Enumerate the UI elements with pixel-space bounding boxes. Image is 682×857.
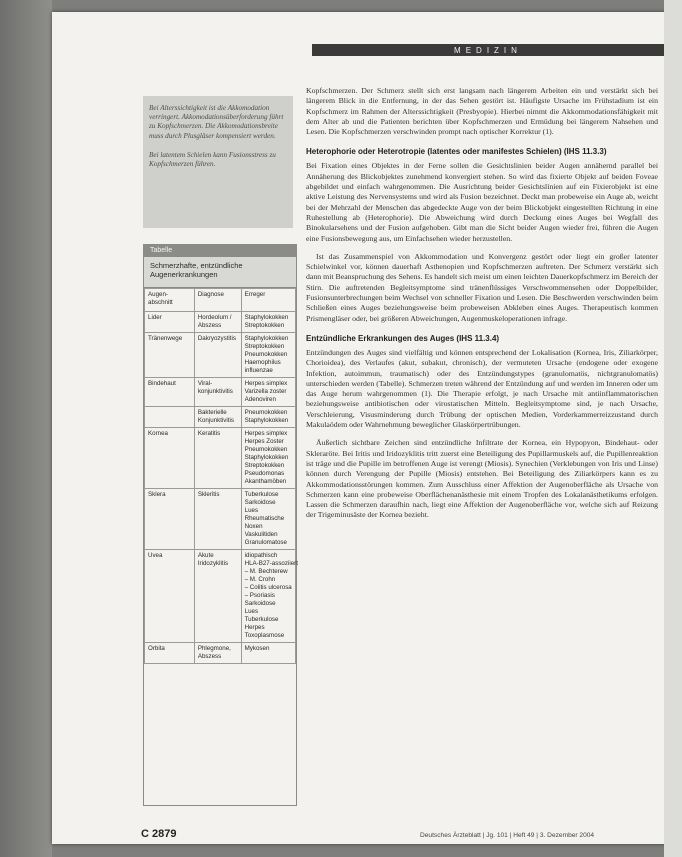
journal-citation: Deutsches Ärzteblatt | Jg. 101 | Heft 49 | 3. Dezember 2004 [420,832,595,839]
cell-section: Orbita [145,643,195,664]
table-label: Tabelle [144,245,296,257]
header-cell: Erreger [241,289,295,312]
pathogen-item: – Colitis ulcerosa [244,584,292,591]
pathogen-item: Sarkoidose [244,499,276,506]
pathogen-item: Streptokokken [244,343,285,350]
body-paragraph: Ist das Zusammenspiel von Akkommodation und Konvergenz gestört oder liegt ein großer latenter Schielwinkel vor, können dauerhaft Asthenopien und Kopfschmerzen auftreten. Der Schmerz verstärkt sich dann mit Beanspruchung des Sehens. Es handelt sich meist um einen leichten Dauerkopfschmerz im Bereich der Stirn. Die auftretenden Begleitsymptome sind tränenflüssiges Verschwommensehen oder Doppelbilder, Fusionsunterbrechungen beim Wechsel von schneller Fixation und Lesen. Die Beschwerden verschwinden beim Schließen eines Auges beziehungsweise beim probeweisen Abkleben eines Auges. Therapeutisch kommen Prismengläser oder, bei größeren Abweichungen, Augenmuskeloperationen infrage. [306,251,658,323]
section-heading: Heterophorie oder Heterotropie (latentes oder manifestes Schielen) (IHS 11.3.3) [306,147,607,157]
marginal-quote-2: Bei latentem Schielen kann Fusionsstress zu Kopfschmerzen führen. [149,150,276,169]
cell-diagnosis: Keratitis [194,428,241,489]
table-header-row [145,289,296,312]
pathogen-item: Haemophilus [244,359,281,366]
pathogen-item: idiopathisch [244,552,278,559]
diagnosis-table [143,244,297,806]
pathogen-item: Varizella zoster [244,388,287,395]
cell-section: Uvea [145,550,195,643]
cell-section: Sklera [145,489,195,550]
marginal-quote-box [143,96,293,228]
pathogen-item: Streptokokken [244,322,285,329]
cell-section: Tränenwege [145,333,195,378]
table-row [145,333,296,378]
pathogen-item: Lues [244,507,259,514]
header-cell: Diagnose [194,289,241,312]
cell-section: Lider [145,312,195,333]
table-row [145,643,296,664]
pathogen-item: Staphylokokken [244,314,289,321]
pathogen-item: influenzae [244,367,273,374]
cell-pathogens [241,489,295,550]
body-paragraph: Bei Fixation eines Objektes in der Ferne sollen die Gesichtslinien beider Augen annähernd parallel bei Annäherung des Blickobjektes zunehmend konvergiert stehen. So wird das fixierte Objekt auf beiden Foveae abgebildet und einfach wahrgenommen. Die Ausrichtung beider Gesichtslinien auf ein Fixierobjekt ist eine aktive Leistung des Nervensystems und wird als Fusion bezeichnet. Deckt man probeweise ein Auge ab, weicht bei der Mehrzahl der Menschen das abgedeckte Auge von der beim Blickobjekt eingestellten Richtung in eine Ruhestellung ab (Heterophorie). Die Abweichung wird durch Deckung eines Auges bei Wegfall des Binokularsehens und der Fusion aufgehoben. Gibt man die Sicht beider Augen wieder frei, führen die Augen eine Fusionsbewegung aus, um Einfachsehen wieder herzustellen. [306,161,658,243]
cell-pathogens [241,312,295,333]
cell-diagnosis: Phlegmone, Abszess [194,643,241,664]
pathogen-item: – Psoriasis [244,592,275,599]
pathogen-item: Mykosen [244,645,270,652]
pathogen-item: Adenoviren [244,396,276,403]
table-row [145,312,296,333]
cell-pathogens [241,333,295,378]
cell-section [145,407,195,428]
pathogen-item: Lues [244,608,259,615]
pathogen-item: Pneumokokken [244,409,288,416]
body-paragraph: Kopfschmerzen. Der Schmerz stellt sich erst langsam nach längerem Arbeiten ein und verstärkt sich bei längerem Blick in die Entfernung, in der das Sehen gestört ist. Häufigste Ursache im Frühstadium ist ein Kopfschmerz im Rahmen der Alterssichtigkeit (Presbyopie). Hierbei nimmt die Akkommodationsfähigkeit mit dem Alter ab und die Patienten berichten über Kopfschmerzen und Ermüdung bei längerem Nahsehen und Lesen. Die Kopfschmerzen verschwinden prompt nach optischer Korrektur (1). [306,86,658,137]
pathogen-item: Rheumatische [244,515,285,522]
pathogen-item: Herpes Zoster [244,438,284,445]
pathogen-item: Tuberkulose [244,491,279,498]
cell-pathogens [241,407,295,428]
body-paragraph: Entzündungen des Auges sind vielfältig und können entsprechend der Lokalisation (Kornea, Iris, Ziliarkörper, Chorioidea), des Verlaufes (akut, subakut, chronisch), der vermuteten Ursache (endogene oder exogene Infektion, autoimmun, traumatisch) oder des Entzündungstypes (granulomatös, nichtgranulomatös) unterschieden werden (Tabelle). Schmerzen treten während der Entzündung auf und werden im Inneren oder um das Auge herum wahrgenommen (1). Die Therapie erfolgt, je nach Ursache mit antiinflammatorischen beziehungsweise antibiotischen oder virostatischen Mitteln. Begleitsymptome sind, je nach Ursache, Verschleierung, Visusminderung durch Trübung der optischen Medien, Vorderkammerreizzustand durch Makulaödem oder Wahrnehmung beweglicher Glaskörpertrübungen. [306,347,658,430]
cell-diagnosis: Dakryozystitis [194,333,241,378]
pathogen-item: Vaskulitiden [244,531,278,538]
pathogen-item: Staphylokokken [244,454,289,461]
section-heading: Entzündliche Erkrankungen des Auges (IHS 11.3.4) [306,333,500,343]
header-cell: Augen-abschnitt [145,289,195,312]
table-title: Schmerzhafte, entzündliche Augenerkrankungen [144,257,296,288]
table-row [145,489,296,550]
page-number: C 2879 [141,828,177,840]
section-header [312,44,664,56]
pathogen-item: Noxen [244,523,263,530]
body-paragraph: Äußerlich sichtbare Zeichen sind entzündliche Infiltrate der Kornea, ein Hypopyon, Bindehaut- oder Skleraröte. Bei Iritis und Iridozyklitis tritt zuerst eine Beteiligung des Pupillarmuskels auf, die Pupillenreaktion ist träge und die Pupille im betroffenen Auge ist verengt (Miosis). Synechien (Verklebungen von Iris und Linse) können durch Verengung der Pupille (Miosis) entstehen. Bei Beteiligung des Ziliarkörpers kann es zu Akkommodationsstörungen kommen. Zum Ausschluss einer Affektion der Augenoberfläche als Ursache von Schmerzen kann eine probeweise Oberflächenanästhesie mit einem Tropfen des Lokalanästhetikums erfolgen. Lassen die Schmerzen daraufhin nach, liegt eine Affektion der Augenoberfläche vor, welche sich auf Reizung der Trigeminusäste der Kornea bezieht. [306,438,658,520]
cell-pathogens [241,378,295,407]
pathogen-item: Pneumokokken [244,351,288,358]
pathogen-item: Sarkoidose [244,600,276,607]
table-row [145,378,296,407]
table-row [145,550,296,643]
pathogen-item: – M. Bechterew [244,568,288,575]
pathogen-item: Staphylokokken [244,335,289,342]
pathogen-item: Herpes simplex [244,380,288,387]
cell-section: Bindehaut [145,378,195,407]
marginal-quote-1: Bei Alterssichtigkeit ist die Akkomodation verringert. Akkomodationsüberforderung führt zu Kopfschmerzen. Die Akkomodationsbreite muss durch Plusgläser kompensiert werden. [149,104,284,140]
cell-diagnosis: Hordeolum / Abszess [194,312,241,333]
cell-pathogens [241,428,295,489]
pathogen-item: HLA-B27-assoziiert [244,560,298,567]
cell-diagnosis: Akute Iridozyklitis [194,550,241,643]
section-label: MEDIZIN [454,45,522,55]
pathogen-item: Herpes [244,624,265,631]
cell-pathogens [241,550,298,643]
table-row [145,428,296,489]
table-grid [144,288,296,664]
pathogen-item: – M. Crohn [244,576,276,583]
pathogen-item: Tuberkulose [244,616,279,623]
pathogen-item: Granulomatose [244,539,287,546]
pathogen-item: Pneumokokken [244,446,288,453]
cell-diagnosis: Skleritis [194,489,241,550]
pathogen-item: Pseudomonas [244,470,285,477]
pathogen-item: Staphylokokken [244,417,289,424]
pathogen-item: Akanthamöben [244,478,287,485]
cell-pathogens [241,643,295,664]
pathogen-item: Toxoplasmose [244,632,285,639]
scanner-shadow-left [0,0,52,857]
page-edge-right [664,0,682,857]
cell-diagnosis: Bakterielle Konjunktivitis [194,407,241,428]
pathogen-item: Herpes simplex [244,430,288,437]
article-body [306,86,658,529]
pathogen-item: Streptokokken [244,462,285,469]
cell-section: Kornea [145,428,195,489]
table-row [145,407,296,428]
cell-diagnosis: Viral-konjunktivitis [194,378,241,407]
